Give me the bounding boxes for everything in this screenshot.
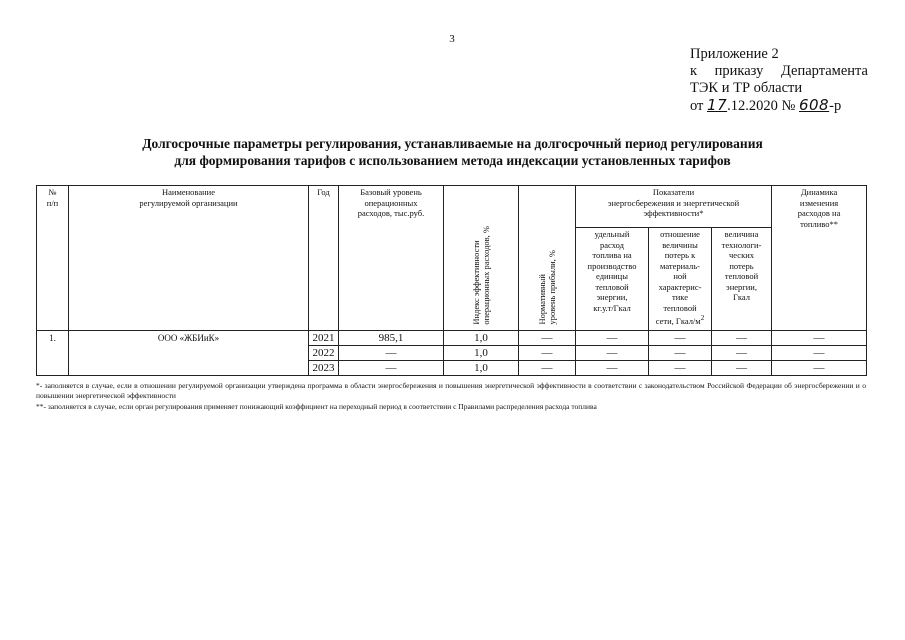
page-number: 3: [449, 33, 455, 45]
appendix-line2: [690, 63, 868, 80]
energy2-cell: —: [649, 346, 712, 361]
header-fuel: Динамика изменения расходов на топливо**: [772, 186, 867, 331]
appendix-line3: ТЭК и ТР области: [690, 80, 803, 96]
title-line1: Долгосрочные параметры регулирования, устанавливаемые на долгосрочный период регулирования: [142, 136, 763, 151]
parameters-table: [36, 185, 867, 376]
appendix-word: Департамента: [780, 63, 868, 79]
header-energy-sub1: удельный расход топлива на производство единицы тепловой энергии, кг.у.т/Гкал: [576, 228, 649, 331]
order-number-handwritten: 608: [798, 96, 830, 114]
energy3-cell: —: [712, 361, 772, 376]
index-cell: 1,0: [444, 361, 519, 376]
appendix-line1: Приложение 2: [690, 46, 779, 62]
appendix-word: к: [690, 63, 698, 79]
energy3-cell: —: [712, 346, 772, 361]
header-energy-sub3: величина технологи- ческих потерь тепловой энергии, Гкал: [712, 228, 772, 331]
header-base: Базовый уровень операционных расходов, тыс.руб.: [339, 186, 444, 331]
footnote-1: *- заполняется в случае, если в отношении регулируемой организации утверждена программа в области энергосбережения и повышения энергетической эффективности в соответствии с законодательством Российской Федерации об энергосбережении и о повышении энергетической эффективности: [36, 381, 866, 400]
energy1-cell: —: [576, 346, 649, 361]
header-profit-text: Нормативный уровень прибыли, %: [537, 250, 557, 325]
footnotes: [36, 381, 866, 414]
appendix-date-line: [690, 97, 868, 115]
date-day-handwritten: 17: [707, 96, 728, 114]
energy2-cell: —: [649, 331, 712, 346]
org-name-cell: ООО «ЖБИиК»: [69, 331, 309, 376]
year-cell: 2023: [309, 361, 339, 376]
order-suffix: -р: [829, 98, 842, 114]
energy1-cell: —: [576, 361, 649, 376]
profit-cell: —: [519, 331, 576, 346]
profit-cell: —: [519, 361, 576, 376]
header-org: Наименование регулируемой организации: [69, 186, 309, 331]
header-energy-sub2-sup: 2: [700, 314, 705, 322]
base-cell: —: [339, 361, 444, 376]
fuel-cell: —: [772, 331, 867, 346]
index-cell: 1,0: [444, 331, 519, 346]
fuel-cell: —: [772, 361, 867, 376]
base-cell: 985,1: [339, 331, 444, 346]
appendix-word: приказу: [714, 63, 764, 79]
index-cell: 1,0: [444, 346, 519, 361]
date-rest: .12.2020 №: [727, 98, 796, 114]
org-num-cell: 1.: [37, 331, 69, 376]
header-index: [444, 186, 519, 331]
document-title: [60, 135, 845, 169]
base-cell: —: [339, 346, 444, 361]
year-cell: 2021: [309, 331, 339, 346]
fuel-cell: —: [772, 346, 867, 361]
header-index-text: Индекс эффективности операционных расходов, %: [471, 226, 491, 325]
date-prefix: от: [690, 98, 704, 114]
footnote-2: **- заполняется в случае, если орган регулирования применяет понижающий коэффициент на переходный период в соответствии с Правилами распределения расхода топлива: [36, 402, 597, 411]
header-num: № п/п: [37, 186, 69, 331]
energy2-cell: —: [649, 361, 712, 376]
header-energy-sub2-text: отношение величины потерь к материаль- ной характерис- тике тепловой сети, Гкал/м: [655, 229, 702, 326]
year-cell: 2022: [309, 346, 339, 361]
profit-cell: —: [519, 346, 576, 361]
energy3-cell: —: [712, 331, 772, 346]
table-row: [37, 331, 867, 346]
header-profit: [519, 186, 576, 331]
energy1-cell: —: [576, 331, 649, 346]
header-energy-sub2: [649, 228, 712, 331]
appendix-block: [690, 46, 868, 115]
header-year: Год: [309, 186, 339, 331]
header-energy-group: Показатели энергосбережения и энергетической эффективности*: [576, 186, 772, 228]
title-line2: для формирования тарифов с использованием метода индексации установленных тарифов: [174, 153, 731, 168]
